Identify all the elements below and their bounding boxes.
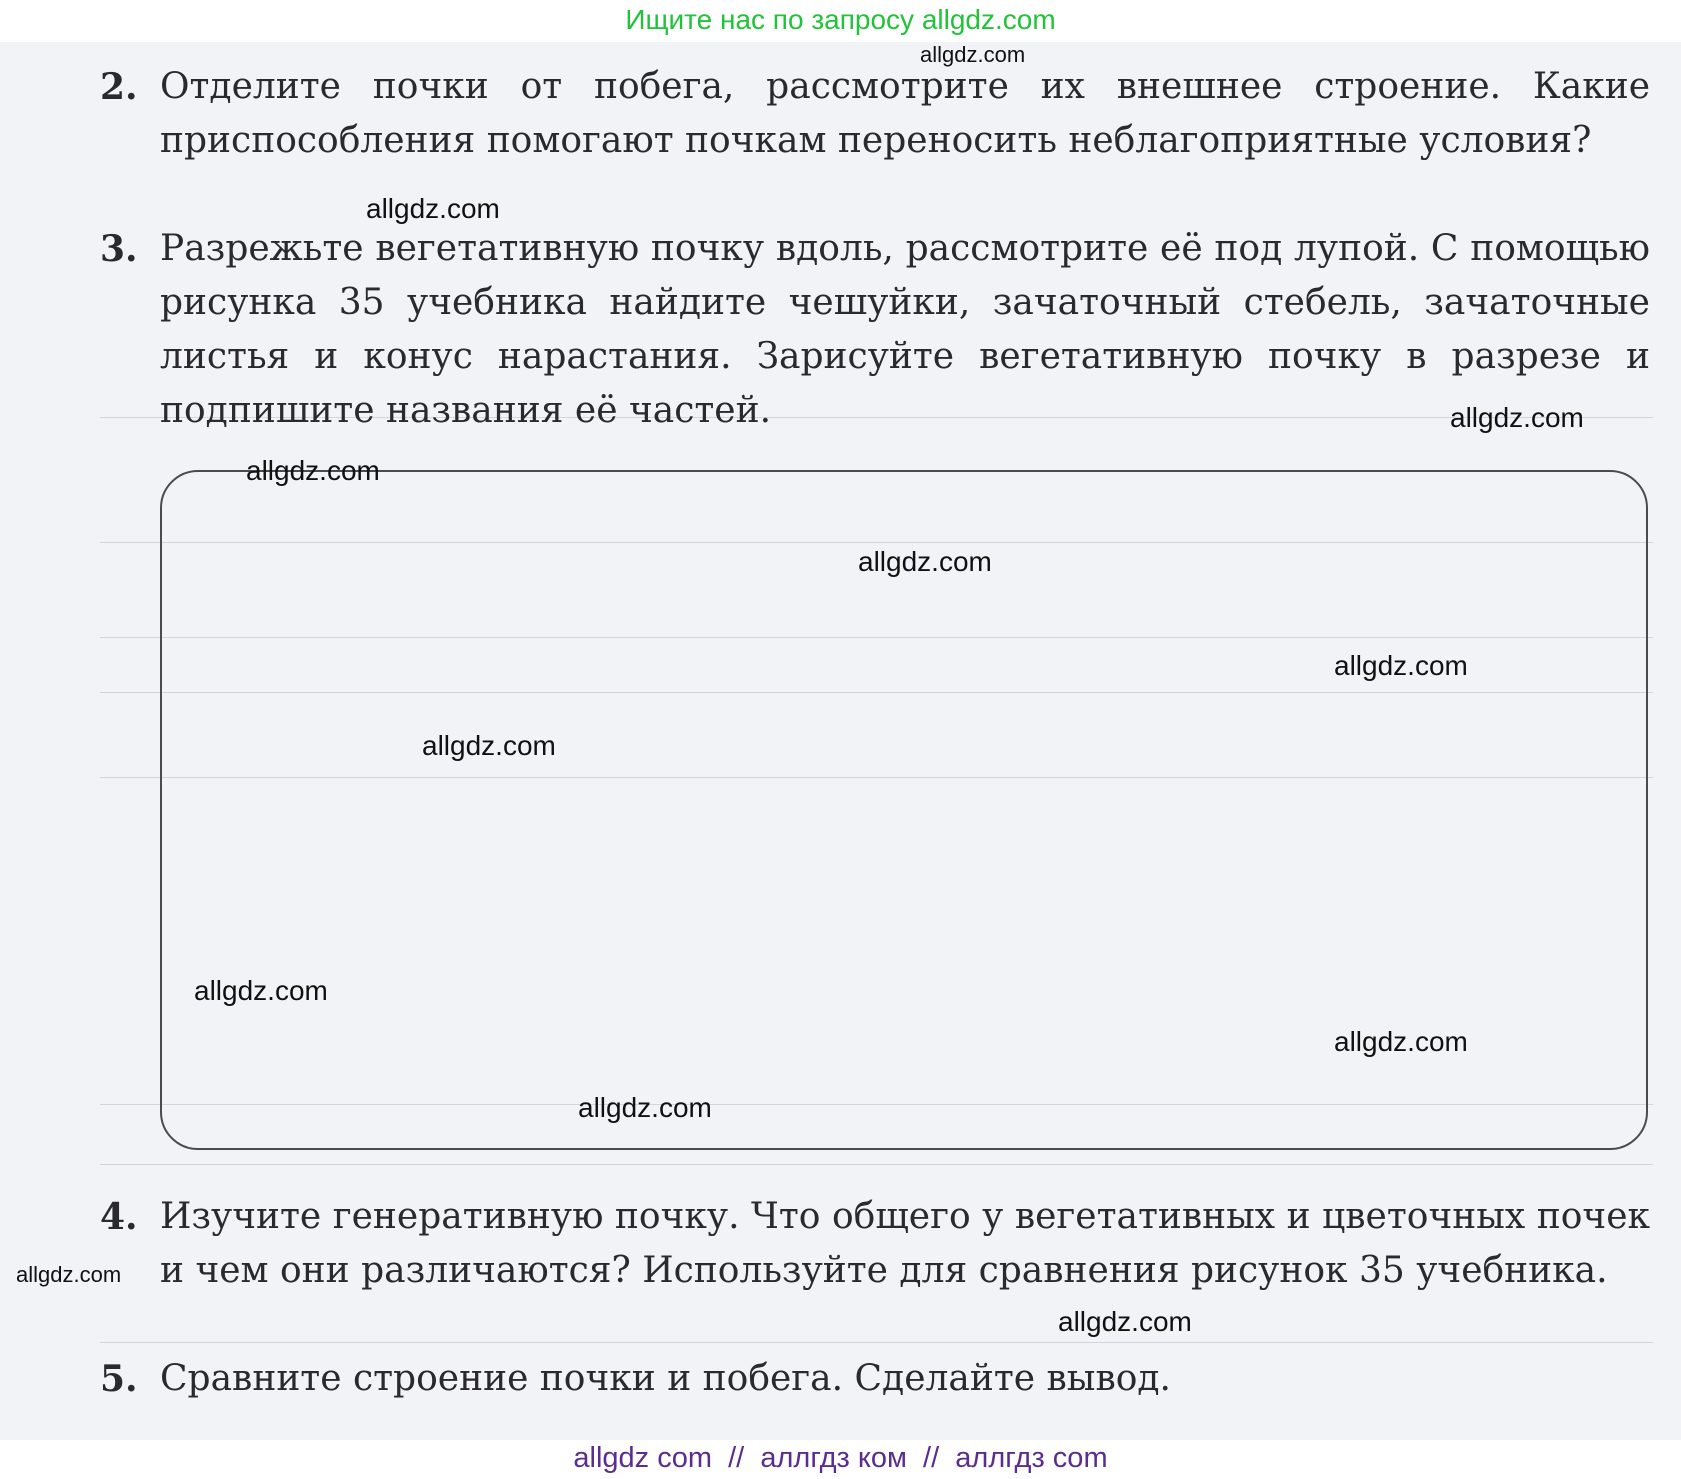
task-5 xyxy=(100,1352,1650,1406)
bleed-line xyxy=(100,1164,1653,1165)
watermark: allgdz.com xyxy=(422,730,556,761)
task-number: 5. xyxy=(100,1358,138,1400)
watermark: allgdz.com xyxy=(366,193,500,224)
watermark: allgdz.com xyxy=(1058,1306,1192,1337)
watermark: allgdz.com xyxy=(1450,402,1584,433)
task-number: 3. xyxy=(100,228,138,270)
task-number: 2. xyxy=(100,66,138,108)
watermark: allgdz.com xyxy=(1334,1026,1468,1057)
watermark: allgdz.com xyxy=(1334,650,1468,681)
task-3 xyxy=(100,222,1650,438)
task-text: Отделите почки от побега, рассмотрите их внешнее строение. Какие приспособления помогают почкам переносить неблагоприятные условия? xyxy=(160,66,1650,161)
watermark: allgdz.com xyxy=(858,546,992,577)
task-2 xyxy=(100,60,1650,168)
top-banner[interactable] xyxy=(0,0,1681,42)
watermark: allgdz.com xyxy=(194,975,328,1006)
watermark: allgdz.com xyxy=(920,42,1026,67)
watermark: allgdz.com xyxy=(578,1092,712,1123)
top-banner-text[interactable]: Ищите нас по запросу allgdz.com xyxy=(625,4,1056,35)
task-text: Разрежьте вегетативную почку вдоль, рассмотрите её под лупой. С помощью рисунка 35 учебника найдите чешуйки, зачаточный стебель, зачаточные листья и конус нарастания. Зарисуйте вегетативную почку в разрезе и подпишите названия её частей. xyxy=(160,228,1650,431)
bleed-line xyxy=(100,1342,1653,1343)
watermark: allgdz.com xyxy=(246,455,380,486)
bottom-banner[interactable] xyxy=(0,1440,1681,1479)
task-text: Сравните строение почки и побега. Сделайте вывод. xyxy=(160,1358,1171,1399)
task-text: Изучите генеративную почку. Что общего у вегетативных и цветочных почек и чем они различаются? Используйте для сравнения рисунок 35 учебника. xyxy=(160,1196,1650,1291)
bottom-banner-text[interactable]: allgdz com // аллгдз ком // аллгдз com xyxy=(573,1442,1108,1474)
task-4 xyxy=(100,1190,1650,1298)
watermark: allgdz.com xyxy=(16,1262,122,1287)
textbook-page-scan xyxy=(0,42,1681,1440)
task-number: 4. xyxy=(100,1196,138,1238)
